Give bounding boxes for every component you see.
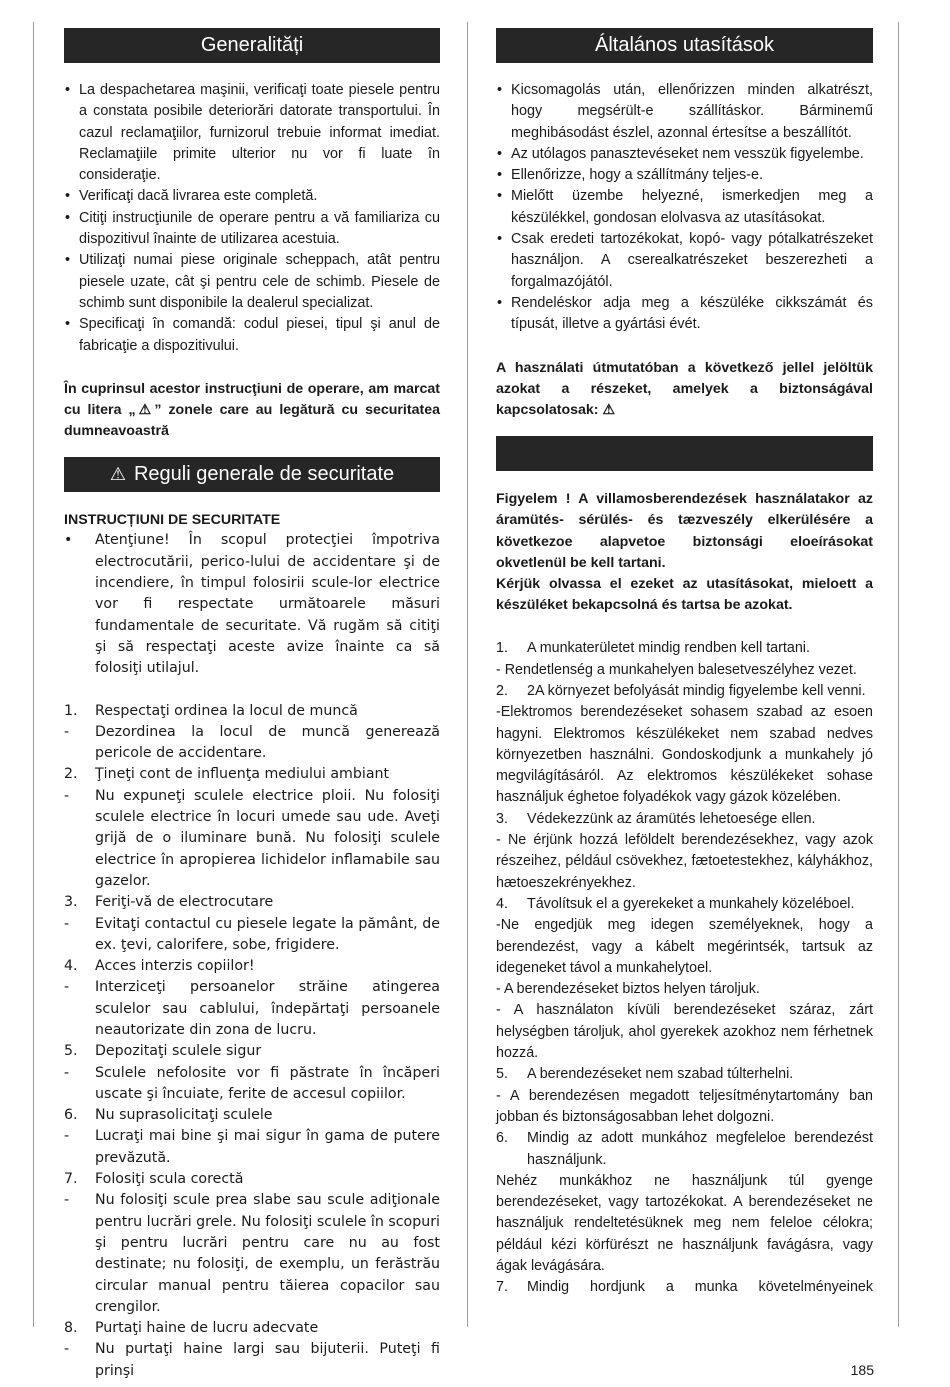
rule-item <box>496 809 873 830</box>
rule-label: 1. <box>64 702 78 719</box>
rule-label: 2. <box>496 682 508 699</box>
general-heading-ro <box>64 28 440 63</box>
safety-warning-hu-2: Kérjük olvassa el ezeket az utasításokat, mieloett a készüléket bekapcsolná és tartsa be azokat. <box>496 575 873 614</box>
rule-text: Evitaţi contactul cu piesele legate la pământ, de ex. ţevi, calorifere, sobe, frigidere. <box>95 915 440 953</box>
rule-label: - <box>64 787 70 804</box>
rule-text: Feriţi-vă de electrocutare <box>95 894 274 911</box>
rule-label: - <box>64 1128 70 1145</box>
rule-item <box>64 1169 440 1190</box>
rule-detail: Nehéz munkákhoz ne használjunk túl gyenge berendezéseket, vagy tartozékokat. A berendezéseket ne használjuk rendeltetésüknek meg nem feleloe célokra; például kézi körfürészt ne használjunk favágásra, vagy ágak levágására. <box>496 1172 873 1274</box>
general-heading-hu <box>496 28 873 63</box>
rule-text: Védekezzünk az áramütés lehetoesége ellen. <box>527 810 816 827</box>
rule-detail: - Rendetlenség a munkahelyen balesetveszélyhez vezet. <box>496 661 857 678</box>
rule-item <box>496 638 873 659</box>
rule-item <box>64 892 440 913</box>
rule-label: - <box>64 723 70 740</box>
safety-rules-ro <box>64 701 440 1383</box>
warning-triangle-icon: ⚠ <box>109 464 126 485</box>
bullet-item: • Kicsomagolás után, ellenőrizzen minden alkatrészt, hogy megsérült-e szállításkor. Bárminemű meghibásodást észlel, azonnal értesítse a beszállítót. <box>496 80 873 144</box>
rule-detail <box>64 1063 440 1106</box>
safety-rules-hu <box>496 638 873 1298</box>
rule-text: Nu purtaţi haine largi sau bijuterii. Puteţi fi prinşi <box>95 1341 440 1379</box>
safety-intro-ro <box>64 530 440 679</box>
rule-label: 5. <box>64 1043 78 1060</box>
rule-detail: - A használaton kívüli berendezéseket száraz, zárt helységben tároljuk, ahol gyerekek azokhoz nem férhetnek hozzá. <box>496 1002 873 1062</box>
center-divider-line <box>467 22 468 1327</box>
right-margin-line <box>898 22 899 1327</box>
rule-item <box>496 1064 873 1085</box>
bullet-item: • Specificaţi în comandă: codul piesei, tipul şi anul de fabricaţie a dispozitivului. <box>64 314 440 357</box>
rule-detail <box>64 914 440 957</box>
bullet-item: • Csak eredeti tartozékokat, kopó- vagy pótalkatrészeket használjon. A cserealkatrészeket beszerezheti a forgalmazójától. <box>496 229 873 293</box>
rule-label: 3. <box>64 894 78 911</box>
safety-subheading-ro: INSTRUCȚIUNI DE SECURITATE <box>64 512 281 529</box>
rule-text: Távolítsuk el a gyerekeket a munkahely közeléboel. <box>527 895 855 912</box>
rule-detail: -Ne engedjük meg idegen személyeknek, hogy a berendezést, vagy a kábelt megérintsék, tartsuk az idegeneket távol a munkahelytoel. <box>496 917 873 976</box>
rule-text: Sculele nefolosite vor fi păstrate în încăperi uscate şi încuiate, ferite de accesul copiilor. <box>95 1064 440 1102</box>
bullet-item: • Citiţi instrucţiunile de operare pentru a vă familiariza cu dispozitivul înainte de utilizarea acestuia. <box>64 208 440 251</box>
bullet-item: • Az utólagos panasztevéseket nem vesszük figyelembe. <box>496 144 873 165</box>
rule-label: - <box>64 1064 70 1081</box>
left-margin-line <box>33 22 34 1327</box>
safety-mark-note-ro: În cuprinsul acestor instrucţiuni de operare, am marcat cu litera „⚠” zonele care au legătură cu securitatea dumneavoastră <box>64 380 440 440</box>
rule-item <box>64 1318 440 1339</box>
rule-item <box>496 1128 873 1171</box>
rule-detail <box>64 722 440 765</box>
rule-label: - <box>64 979 70 996</box>
safety-heading-ro-text: Reguli generale de securitate <box>133 463 395 486</box>
general-bullets-ro <box>64 80 440 357</box>
rule-label: 2. <box>64 766 78 783</box>
rule-item <box>64 701 440 722</box>
general-heading-hu-text: Általános utasítások <box>595 34 774 56</box>
safety-heading-ro <box>64 457 440 492</box>
rule-text: A munkaterületet mindig rendben kell tartani. <box>527 640 810 657</box>
rule-text: Lucraţi mai bine şi mai sigur în gama de putere prevăzută. <box>95 1128 440 1166</box>
bullet-item: • Ellenőrizze, hogy a szállítmány teljes-e. <box>496 165 873 186</box>
rule-label: 8. <box>64 1320 78 1337</box>
rule-item <box>64 956 440 977</box>
rule-label: 4. <box>64 958 78 975</box>
bullet-item: • La despachetarea maşinii, verificaţi toate piesele pentru a constata posibile deteriorări datorate transportului. În cazul reclamaţiilor, furnizorul trebuie informat imediat. Reclamaţiile primite ulterior nu vor fi luate în consideraţie. <box>64 80 440 186</box>
rule-label: - <box>64 1341 70 1358</box>
rule-label: 1. <box>496 640 508 657</box>
right-column <box>496 28 873 1299</box>
rule-item <box>496 1277 873 1298</box>
rule-detail: -Elektromos berendezéseket sohasem szabad az esoen hagyni. Elektromos készülékeket nem szabad nedves környezetben használni. Gondoskodjunk a munkahely jó megvilágításáról. Az elektromos készülékeket sohase használjuk éghetoe folyadékok vagy gázok közelében. <box>496 704 873 806</box>
rule-text: Respectaţi ordinea la locul de muncă <box>95 702 358 719</box>
bullet-item: • Rendeléskor adja meg a készüléke cikkszámát és típusát, illetve a gyártási évét. <box>496 293 873 336</box>
rule-detail: - A berendezéseket biztos helyen tároljuk. <box>496 981 760 998</box>
rule-detail <box>64 1190 440 1318</box>
rule-label: - <box>64 915 70 932</box>
rule-label: 5. <box>496 1066 508 1083</box>
rule-text: Mindig hordjunk a munka követelményeinek <box>527 1279 873 1296</box>
rule-label: 6. <box>64 1107 78 1124</box>
rule-text: A berendezéseket nem szabad túlterhelni. <box>527 1066 794 1083</box>
page-number: 185 <box>850 1362 874 1378</box>
general-heading-ro-text: Generalități <box>200 34 304 56</box>
rule-detail: - Ne érjünk hozzá leföldelt berendezésekhez, vagy azok részeihez, például csövekhez, fætoetestekhez, kályhákhoz, hætoeszekrényekhez. <box>496 832 873 891</box>
bullet-item: • Utilizaţi numai piese originale scheppach, atât pentru piesele uzate, cât şi pentru cele de schimb. Piesele de schimb sunt disponibile la dealerul specializat. <box>64 250 440 314</box>
left-column <box>64 28 440 1382</box>
rule-detail <box>64 1126 440 1169</box>
rule-label: 7. <box>496 1279 508 1296</box>
rule-detail <box>64 786 440 892</box>
intro-bullet: • <box>64 532 73 549</box>
rule-text: Interziceţi persoanelor străine atingerea sculelor sau cablului, îndepărtaţi persoanele neautorizate din zona de lucru. <box>95 979 440 1038</box>
rule-text: Depozitaţi sculele sigur <box>95 1043 262 1060</box>
rule-item <box>64 764 440 785</box>
safety-mark-note-hu: A használati útmutatóban a következő jellel jelöltük azokat a részeket, amelyek a biztonságával kapcsolatosak: ⚠ <box>496 359 873 418</box>
rule-detail: - A berendezésen megadott teljesítménytartomány ban jobban és biztonságosabban lehet dolgozni. <box>496 1087 873 1125</box>
safety-warning-hu-1: Figyelem ! A villamosberendezések használatakor az áramütés- sérülés- és tæzveszély elkerülésére a következoe alapvetoe biztonsági eloeírásokat okvetlenül be kell tartani. <box>496 491 873 571</box>
rule-text: Purtaţi haine de lucru adecvate <box>95 1320 319 1337</box>
bullet-item: • Verificaţi dacă livrarea este completă. <box>64 186 440 207</box>
rule-label: 7. <box>64 1171 78 1188</box>
rule-text: Nu suprasolicitaţi sculele <box>95 1107 273 1124</box>
rule-text: Folosiţi scula corectă <box>95 1171 244 1188</box>
rule-text: Mindig az adott munkához megfeleloe berendezést használjunk. <box>527 1130 873 1168</box>
rule-text: Dezordinea la locul de muncă generează pericole de accidentare. <box>95 723 440 762</box>
rule-label: - <box>64 1192 70 1209</box>
bullet-item: • Mielőtt üzembe helyezné, ismerkedjen meg a készülékkel, gondosan elolvasva az utasításokat. <box>496 186 873 229</box>
rule-detail <box>64 1339 440 1382</box>
rule-text: Ţineţi cont de influenţa mediului ambiant <box>95 766 390 783</box>
rule-text: Nu expuneţi sculele electrice ploii. Nu folosiţi sculele electrice în locuri umede sau ude. Aveţi grijă de o iluminare bună. Nu folosiţi sculele electrice în apropierea lichidelor inflamabile sau gazelor. <box>95 787 440 889</box>
rule-item <box>64 1105 440 1126</box>
rule-text: Nu folosiţi scule prea slabe sau scule adiţionale pentru lucrări grele. Nu folosiţi sculele în scopuri şi pentru lucrări pentru care nu au fost destinate; nu folosiţi, de exemplu, un ferăstrău circular manual pentru tăierea copacilor sau crengilor. <box>95 1192 440 1315</box>
rule-item <box>496 894 873 915</box>
rule-label: 6. <box>496 1130 508 1147</box>
rule-item <box>64 1041 440 1062</box>
safety-intro-text: Atenţiune! În scopul protecţiei împotriva electrocutării, perico-lului de accidentare şi de incendiere, în timpul folosirii scule-lor electrice vor fi respectate următoarele măsuri fundamentale de securitate. Vă rugăm să citiţi şi să respectaţi aceste avize înainte ca să folosiţi utilajul. <box>95 532 440 677</box>
rule-label: 3. <box>496 810 508 827</box>
rule-label: 4. <box>496 895 508 912</box>
rule-text: Acces interzis copiilor! <box>95 958 255 975</box>
rule-item <box>496 681 873 702</box>
rule-text: 2A környezet befolyását mindig figyelembe kell venni. <box>527 682 866 699</box>
general-bullets-hu <box>496 80 873 336</box>
safety-heading-hu <box>496 436 873 471</box>
rule-detail <box>64 977 440 1041</box>
